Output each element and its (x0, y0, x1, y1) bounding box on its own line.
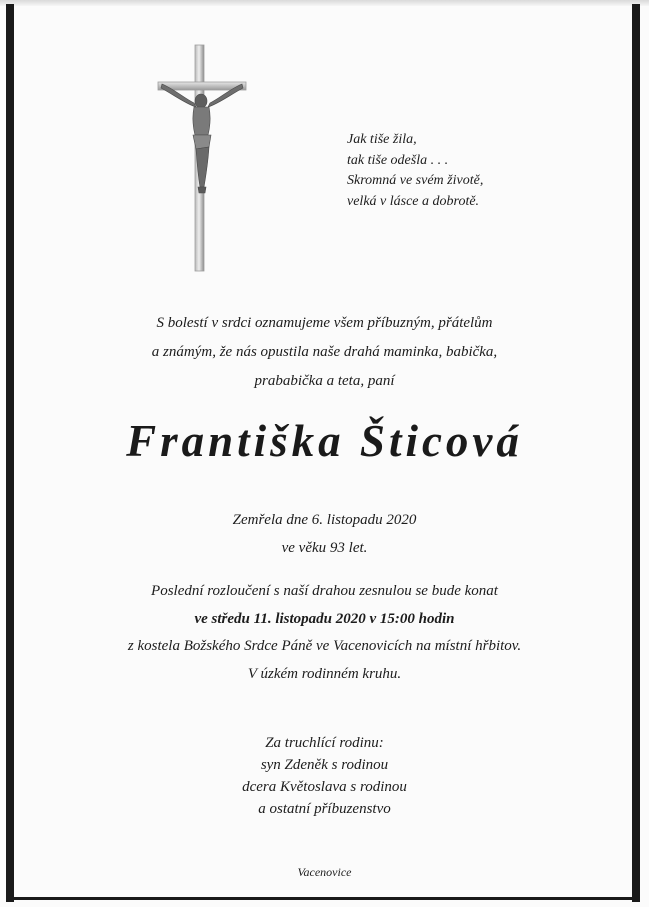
farewell-intro: Poslední rozloučení s naší drahou zesnulou se bude konat (151, 583, 498, 599)
farewell-location: z kostela Božského Srdce Páně ve Vacenovicích na místní hřbitov. (127, 638, 522, 654)
farewell-datetime: ve středu 11. listopadu 2020 v 15:00 hodin (194, 610, 455, 627)
mourning-border-left (6, 4, 14, 902)
announcement-text (40, 309, 609, 396)
family-line: syn Zdeněk s rodinou (260, 757, 389, 773)
poem-line: tak tiše odešla . . . (347, 152, 449, 168)
family-signature (40, 732, 609, 820)
family-line: Za truchlící rodinu: (265, 735, 384, 751)
announcement-line: prababička a teta, paní (254, 373, 395, 389)
death-date: Zemřela dne 6. listopadu 2020 (232, 512, 417, 528)
mourning-border-bottom (6, 897, 640, 900)
announcement-line: S bolestí v srdci oznamujeme všem příbuzným, přátelům (156, 315, 493, 331)
poem-line: Jak tiše žila, (347, 132, 417, 147)
family-line: dcera Květoslava s rodinou (242, 779, 407, 795)
mourning-border-right (632, 4, 640, 902)
farewell-info (40, 578, 609, 688)
poem-line: velká v lásce a dobrotě. (347, 193, 480, 209)
poem (347, 130, 597, 212)
farewell-private-note: V úzkém rodinném kruhu. (247, 665, 402, 682)
crucifix-icon (156, 43, 248, 273)
announcement-line: a známým, že nás opustila naše drahá maminka, babička, (151, 344, 498, 360)
deceased-name: Františka Šticová (126, 416, 523, 466)
poem-line: Skromná ve svém životě, (347, 173, 484, 188)
family-line: a ostatní příbuzenstvo (258, 801, 391, 817)
scan-top-shadow (0, 0, 649, 6)
death-age: ve věku 93 let. (281, 540, 368, 556)
place-name: Vacenovice (297, 865, 352, 879)
death-info (40, 506, 609, 562)
